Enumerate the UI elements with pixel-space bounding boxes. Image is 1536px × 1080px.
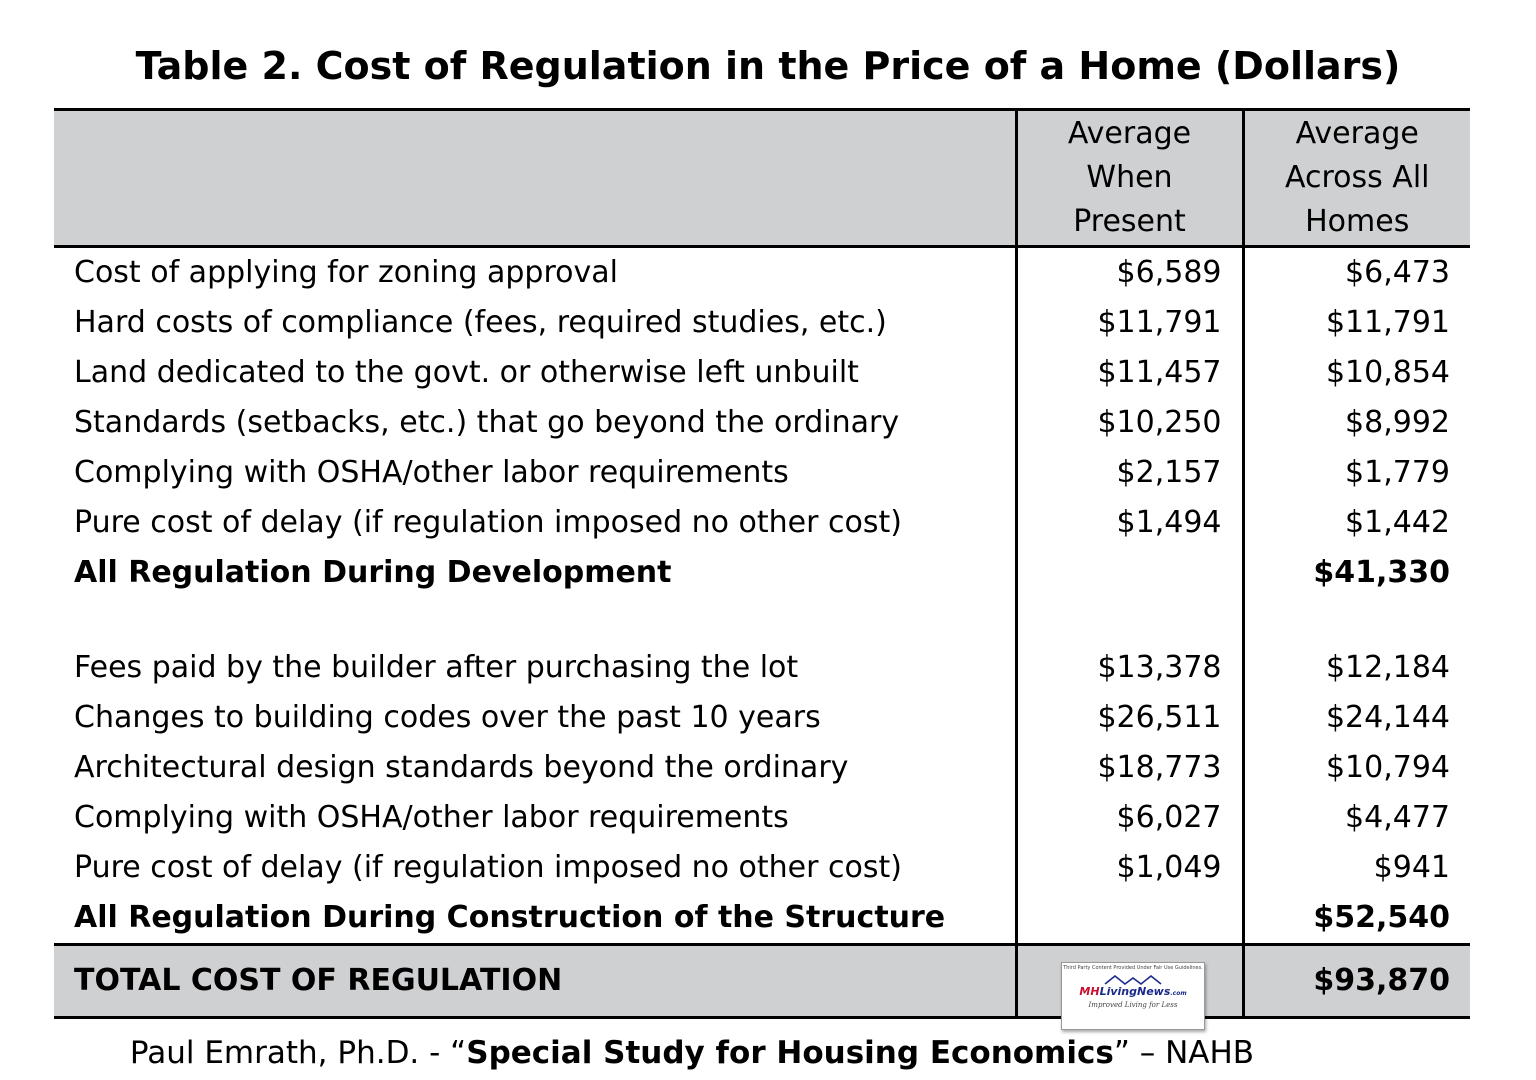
- value-across-all-homes: $10,794: [1243, 743, 1470, 793]
- row-label: Pure cost of delay (if regulation imposed no other cost): [74, 850, 902, 885]
- value-across-all-homes: $1,442: [1243, 498, 1470, 548]
- construction-subtotal-row: [54, 893, 1470, 945]
- value-across-all-homes: $4,477: [1243, 793, 1470, 843]
- table-row: [54, 693, 1470, 743]
- table-title: Table 2. Cost of Regulation in the Price of a Home (Dollars): [135, 44, 1401, 88]
- value-when-present: $10,250: [1016, 398, 1243, 448]
- value-when-present: $11,791: [1016, 298, 1243, 348]
- value-across-all-homes: $6,473: [1243, 247, 1470, 299]
- value-when-present: $18,773: [1016, 743, 1243, 793]
- total-label: TOTAL COST OF REGULATION: [54, 945, 1016, 1018]
- table-row: [54, 448, 1470, 498]
- total-across-all-homes: $93,870: [1243, 945, 1470, 1018]
- value-across-all-homes: $24,144: [1243, 693, 1470, 743]
- value-when-present: $6,027: [1016, 793, 1243, 843]
- value-across-all-homes: $8,992: [1243, 398, 1470, 448]
- value-when-present: $1,049: [1016, 843, 1243, 893]
- row-label: Changes to building codes over the past 10 years: [74, 700, 821, 735]
- row-label: Standards (setbacks, etc.) that go beyond the ordinary: [74, 405, 900, 440]
- value-across-all-homes: $10,854: [1243, 348, 1470, 398]
- value-when-present: $2,157: [1016, 448, 1243, 498]
- row-label: Complying with OSHA/other labor requirements: [74, 455, 789, 490]
- table-row: [54, 643, 1470, 693]
- value-when-present: $13,378: [1016, 643, 1243, 693]
- table-row: [54, 348, 1470, 398]
- value-across-all-homes: $11,791: [1243, 298, 1470, 348]
- value-when-present: $11,457: [1016, 348, 1243, 398]
- watermark-tagline: Improved Living for Less: [1088, 1001, 1178, 1009]
- table-row: [54, 398, 1470, 448]
- source-citation: Paul Emrath, Ph.D. - “Special Study for Housing Economics” – NAHB: [129, 1035, 1255, 1071]
- header-label-column: [54, 110, 1016, 247]
- row-label: Land dedicated to the govt. or otherwise left unbuilt: [74, 355, 859, 390]
- row-label: Pure cost of delay (if regulation imposed no other cost): [74, 505, 902, 540]
- development-subtotal-row: [54, 548, 1470, 598]
- value-when-present: $6,589: [1016, 247, 1243, 299]
- house-roofline-icon: [1103, 974, 1163, 985]
- mhlivingnews-watermark: [1061, 962, 1205, 1030]
- watermark-brand: MHLivingNews.com: [1079, 985, 1187, 998]
- section-spacer-row: [54, 598, 1470, 643]
- table-row: [54, 298, 1470, 348]
- fair-use-notice: Third Party Content Provided Under Fair Use Guidelines.: [1063, 965, 1203, 971]
- table-row: [54, 843, 1470, 893]
- subtotal-across-all-homes: $52,540: [1243, 893, 1470, 945]
- cost-table-container: [54, 108, 1470, 1019]
- study-name: Special Study for Housing Economics: [466, 1035, 1114, 1071]
- row-label: Architectural design standards beyond the ordinary: [74, 750, 849, 785]
- header-average-across-all-homes: Average Across All Homes: [1243, 110, 1470, 247]
- value-across-all-homes: $941: [1243, 843, 1470, 893]
- value-when-present: $26,511: [1016, 693, 1243, 743]
- subtotal-label: All Regulation During Construction of the Structure: [74, 900, 946, 935]
- table-row: [54, 793, 1470, 843]
- subtotal-label: All Regulation During Development: [74, 555, 672, 590]
- subtotal-when-present: [1016, 893, 1243, 945]
- table-header-row: [54, 110, 1470, 247]
- table-row: [54, 743, 1470, 793]
- value-when-present: $1,494: [1016, 498, 1243, 548]
- table-row: [54, 247, 1470, 299]
- table-row: [54, 498, 1470, 548]
- row-label: Cost of applying for zoning approval: [74, 255, 618, 290]
- row-label: Complying with OSHA/other labor requirements: [74, 800, 789, 835]
- header-average-when-present: Average When Present: [1016, 110, 1243, 247]
- cost-of-regulation-table: [54, 108, 1470, 1019]
- total-row: [54, 945, 1470, 1018]
- subtotal-across-all-homes: $41,330: [1243, 548, 1470, 598]
- subtotal-when-present: [1016, 548, 1243, 598]
- row-label: Hard costs of compliance (fees, required studies, etc.): [74, 305, 887, 340]
- value-across-all-homes: $12,184: [1243, 643, 1470, 693]
- value-across-all-homes: $1,779: [1243, 448, 1470, 498]
- row-label: Fees paid by the builder after purchasing the lot: [74, 650, 799, 685]
